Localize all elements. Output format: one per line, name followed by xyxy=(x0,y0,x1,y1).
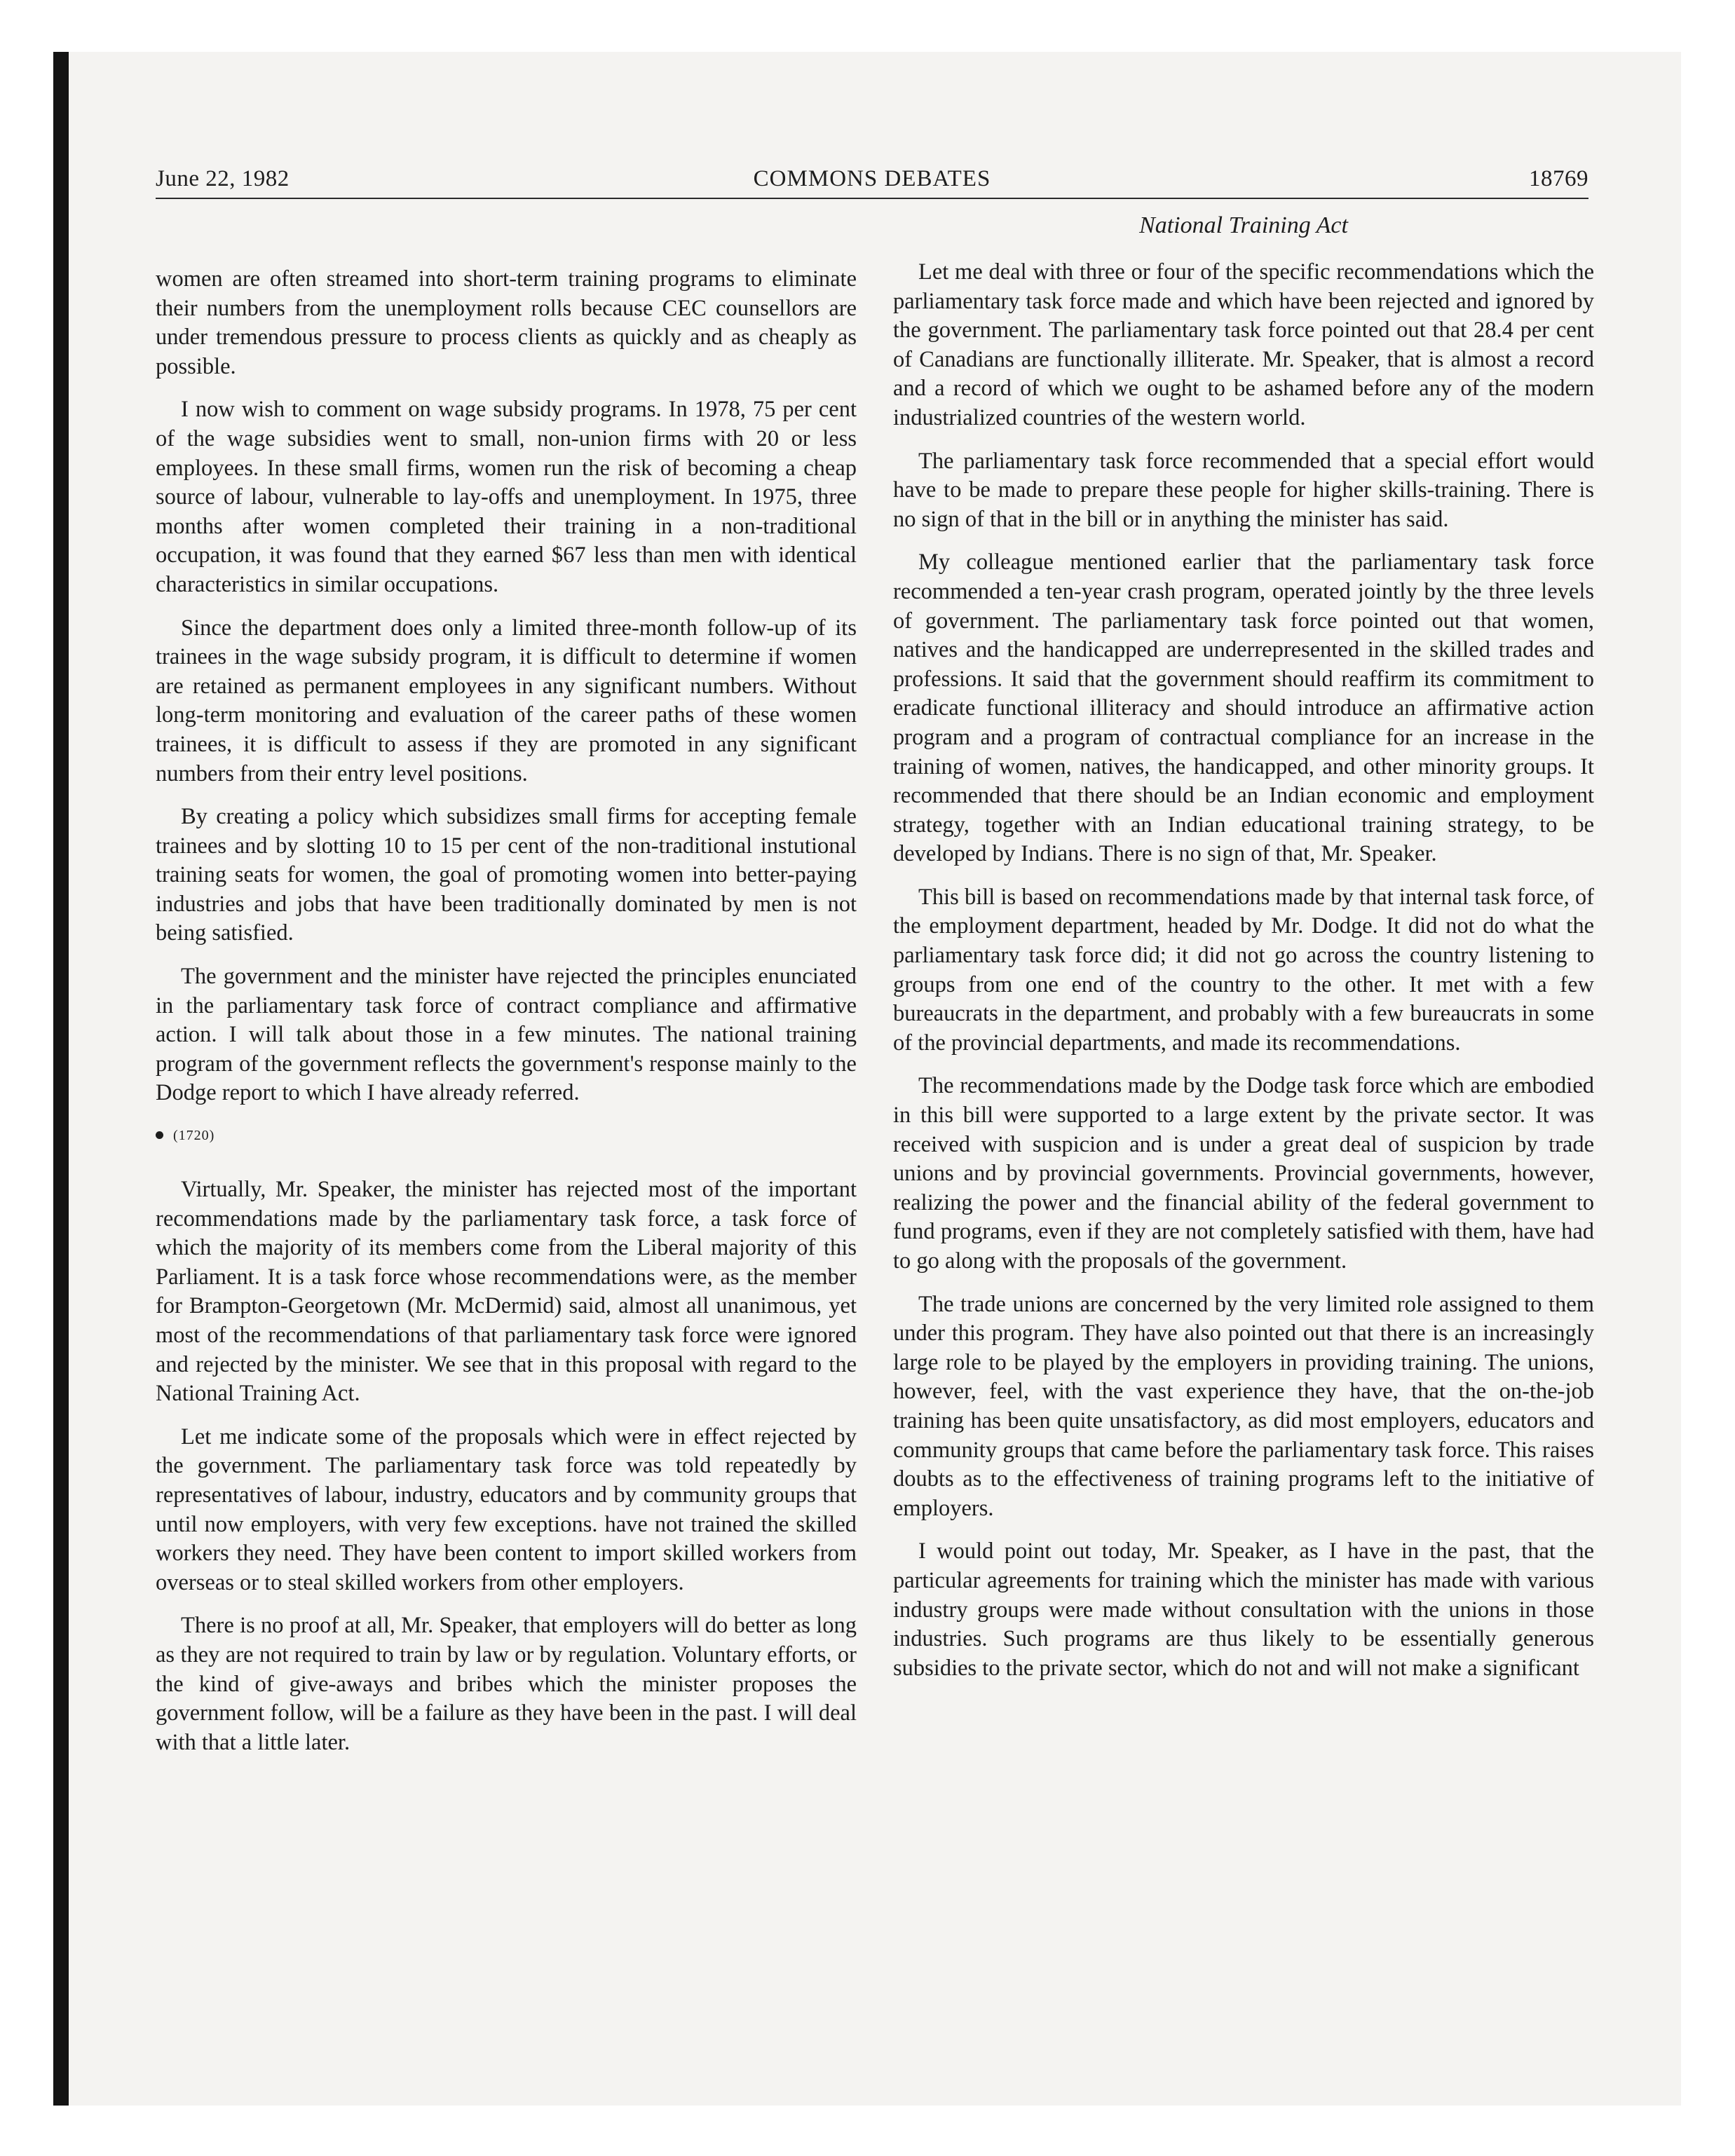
paragraph: The trade unions are concerned by the very limited role assigned to them under this program. They have also pointed out that there is an increasingly large role to be played by the employers in providing training. The unions, however, feel, with the vast experience they have, that the on-the-job training has been quite unsatisfactory, as did most employers, educators and community groups that came before the parliamentary task force. This raises doubts as to the effectiveness of training programs left to the initiative of employers. xyxy=(893,1291,1594,1521)
header-page-number: 18769 xyxy=(1529,166,1588,191)
paragraph: women are often streamed into short-term training programs to eliminate their numbers from the unemployment rolls because CEC counsellors are under tremendous pressure to process clients as quickly and as cheaply as possible. xyxy=(156,266,857,379)
paragraph: I would point out today, Mr. Speaker, as I have in the past, that the particular agreements for training which the minister has made with various industry groups were made without consultation with the unions in those industries. Such programs are thus likely to be essentially generous subsidies to the private sector, which do not and will not make a significant xyxy=(893,1538,1594,1681)
scan-edge-bar xyxy=(53,52,69,2106)
paragraph: There is no proof at all, Mr. Speaker, that employers will do better as long as they are not required to train by law or by regulation. Voluntary efforts, or the kind of give-aways and bribes which the minister proposes the government follow, will be a failure as they have been in the past. I will deal with that a little later. xyxy=(156,1613,857,1755)
paragraph: I now wish to comment on wage subsidy programs. In 1978, 75 per cent of the wage subsidies went to small, non-union firms with 20 or less employees. In these small firms, women run the risk of becoming a cheap source of labour, vulnerable to lay-offs and unemployment. In 1975, three months after women completed their training in a non-traditional occupation, it was found that they earned $67 less than men with identical characteristics in similar occupations. xyxy=(156,397,857,597)
right-column xyxy=(893,209,1594,1697)
running-header xyxy=(156,161,1588,196)
paragraph: The parliamentary task force recommended that a special effort would have to be made to prepare these people for higher skills-training. There is no sign of that in the bill or in anything the minister has said. xyxy=(893,448,1594,532)
header-date: June 22, 1982 xyxy=(156,166,290,191)
header-rule xyxy=(156,198,1588,199)
paragraph: Since the department does only a limited three-month follow-up of its trainees in the wage subsidy program, it is difficult to determine if women are retained as permanent employees in any significant numbers. Without long-term monitoring and evaluation of the career paths of these women trainees, it is difficult to assess if they are promoted in any significant numbers from their entry level positions. xyxy=(156,615,857,786)
document-page xyxy=(156,161,1594,1755)
header-publication: COMMONS DEBATES xyxy=(753,166,991,191)
paragraph: Virtually, Mr. Speaker, the minister has rejected most of the important recommendations made by the parliamentary task force, a task force of which the majority of its members come from the Liberal majority of this Parliament. It is a task force whose recommendations were, as the member for Brampton-Georgetown (Mr. McDermid) said, almost all unanimous, yet most of the recommendations of that parliamentary task force were ignored and rejected by the minister. We see that in this proposal with regard to the National Training Act. xyxy=(156,1177,857,1407)
paragraph: By creating a policy which subsidizes small firms for accepting female trainees and by slotting 10 to 15 per cent of the non-traditional instutional training seats for women, the goal of promoting women into better-paying industries and jobs that have been traditionally dominated by men is not being satisfied. xyxy=(156,804,857,946)
bullet-icon xyxy=(156,1131,163,1139)
paragraph: Let me indicate some of the proposals which were in effect rejected by the government. The parliamentary task force was told repeatedly by representatives of labour, industry, educators and by community groups that until now employers, with very few exceptions. have not trained the skilled workers they need. They have been content to import skilled workers from overseas or to steal skilled workers from other employers. xyxy=(156,1424,857,1595)
time-marker xyxy=(156,1125,857,1146)
left-column xyxy=(156,265,857,1771)
paragraph: This bill is based on recommendations made by that internal task force, of the employment department, headed by Mr. Dodge. It did not do what the parliamentary task force did; it did not go across the country listening to groups from one end of the country to the other. It met with a few bureaucrats in the department, and probably with a few bureaucrats in some of the provincial departments, and made its recommendations. xyxy=(893,884,1594,1056)
section-title: National Training Act xyxy=(1139,212,1348,238)
paragraph: The recommendations made by the Dodge task force which are embodied in this bill were supported to a large extent by the private sector. It was received with suspicion and is under a great deal of suspicion by trade unions and by provincial governments. Provincial governments, however, realizing the power and the financial ability of the federal government to fund programs, even if they are not completely satisfied with them, have had to go along with the proposals of the government. xyxy=(893,1073,1594,1274)
time-marker-label: (1720) xyxy=(173,1128,215,1144)
paragraph: The government and the minister have rejected the principles enunciated in the parliamentary task force of contract compliance and affirmative action. I will talk about those in a few minutes. The national training program of the government reflects the government's response mainly to the Dodge report to which I have already referred. xyxy=(156,964,857,1106)
paragraph: Let me deal with three or four of the specific recommendations which the parliamentary task force made and which have been rejected and ignored by the government. The parliamentary task force pointed out that 28.4 per cent of Canadians are functionally illiterate. Mr. Speaker, that is almost a record and a record of which we ought to be ashamed before any of the modern industrialized countries of the western world. xyxy=(893,259,1594,430)
paragraph: My colleague mentioned earlier that the parliamentary task force recommended a ten-year crash program, operated jointly by the three levels of government. The parliamentary task force pointed out that women, natives and the handicapped are underrepresented in the skilled trades and professions. It said that the government should reaffirm its commitment to eradicate functional illiteracy and should introduce an affirmative action program and a program of contractual compliance for an increase in the training of women, natives, the handicapped, and other minority groups. It recommended that there should be an Indian economic and employment strategy, together with an Indian educational training strategy, to be developed by Indians. There is no sign of that, Mr. Speaker. xyxy=(893,550,1594,867)
